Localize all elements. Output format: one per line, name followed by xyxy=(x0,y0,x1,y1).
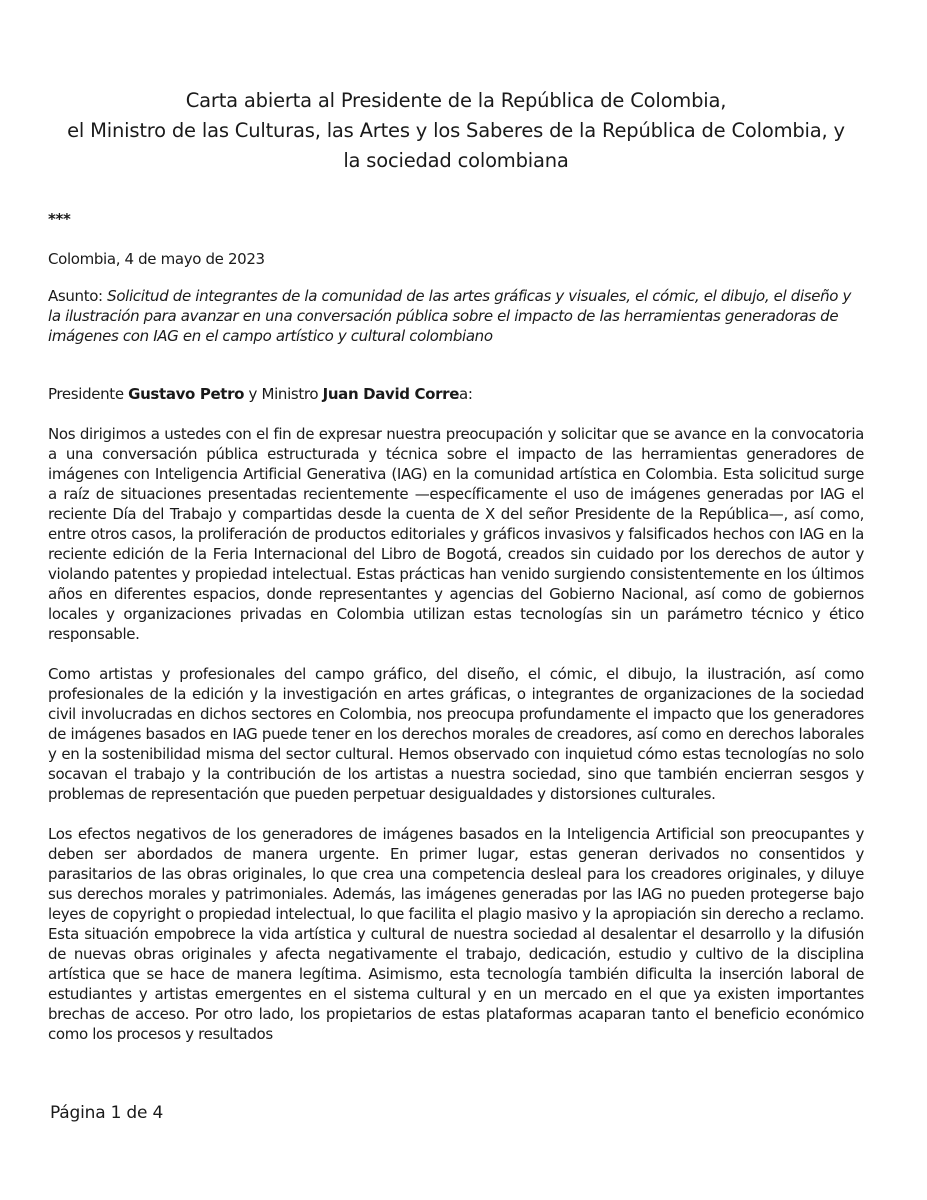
salutation xyxy=(48,384,864,404)
body-paragraph-1: Nos dirigimos a ustedes con el fin de expresar nuestra preocupación y solicitar que se avance en la convocatoria a una conversación pública estructurada y técnica sobre el impacto de las herramientas generadores de imágenes con Inteligencia Artificial Generativa (IAG) en la comunidad artística en Colombia. Esta solicitud surge a raíz de situaciones presentadas recientemente —específicamente el uso de imágenes generadas por IAG el reciente Día del Trabajo y compartidas desde la cuenta de X del señor Presidente de la República—, así como, entre otros casos, la proliferación de productos editoriales y gráficos invasivos y falsificados hechos con IAG en la reciente edición de la Feria Internacional del Libro de Bogotá, creados sin cuidado por los derechos de autor y violando patentes y propiedad intelectual. Estas prácticas han venido surgiendo consistentemente en los últimos años en diferentes espacios, donde representantes y agencias del Gobierno Nacional, así como de gobiernos locales y organizaciones privadas en Colombia utilizan estas tecnologías sin un parámetro técnico y ético responsable. xyxy=(48,425,864,643)
salutation-suffix: a: xyxy=(459,385,473,403)
subject-text: Solicitud de integrantes de la comunidad de las artes gráficas y visuales, el cómic, el dibujo, el diseño y la ilustración para avanzar en una conversación pública sobre el impacto de las herramientas generadoras de imágenes con IAG en el campo artístico y cultural colombiano xyxy=(48,287,852,345)
body-paragraph-3: Los efectos negativos de los generadores de imágenes basados en la Inteligencia Artificial son preocupantes y deben ser abordados de manera urgente. En primer lugar, estas generan derivados no consentidos y parasitarios de las obras originales, lo que crea una competencia desleal para los creadores originales, y diluye sus derechos morales y patrimoniales. Además, las imágenes generadas por las IAG no pueden protegerse bajo leyes de copyright o propiedad intelectual, lo que facilita el plagio masivo y la apropiación sin derecho a reclamo. Esta situación empobrece la vida artística y cultural de nuestra sociedad al desalentar el desarrollo y la difusión de nuevas obras originales y afecta negativamente el trabajo, dedicación, estudio y cultivo de la disciplina artística que se hace de manera legítima. Asimismo, esta tecnología también dificulta la inserción laboral de estudiantes y artistas emergentes en el sistema cultural y en un mercado en el que ya existen importantes brechas de acceso. Por otro lado, los propietarios de estas plataformas acaparan tanto el beneficio económico como los procesos y resultados xyxy=(48,825,864,1043)
letter-title xyxy=(48,86,864,176)
title-line-2: el Ministro de las Culturas, las Artes y los Saberes de la República de Colombia, y xyxy=(67,119,845,142)
title-line-1: Carta abierta al Presidente de la República de Colombia, xyxy=(185,89,727,112)
president-name: Gustavo Petro xyxy=(128,385,245,403)
salutation-middle: y Ministro xyxy=(244,385,323,403)
subject-line xyxy=(48,286,864,346)
letter-date: Colombia, 4 de mayo de 2023 xyxy=(48,250,265,268)
salutation-prefix: Presidente xyxy=(48,385,129,403)
body-paragraph-2: Como artistas y profesionales del campo gráfico, del diseño, el cómic, el dibujo, la ilustración, así como profesionales de la edición y la investigación en artes gráficas, o integrantes de organizaciones de la sociedad civil involucradas en dichos sectores en Colombia, nos preocupa profundamente el impacto que los generadores de imágenes basados en IAG puede tener en los derechos morales de creadores, así como en derechos laborales y en la sostenibilidad misma del sector cultural. Hemos observado con inquietud cómo estas tecnologías no solo socavan el trabajo y la contribución de los artistas a nuestra sociedad, sino que también encierran sesgos y problemas de representación que pueden perpetuar desigualdades y distorsiones culturales. xyxy=(48,665,864,803)
letter-page xyxy=(48,86,864,1059)
page-number: Página 1 de 4 xyxy=(50,1103,164,1123)
subject-label: Asunto: xyxy=(48,287,108,305)
minister-name: Juan David Corre xyxy=(322,385,460,403)
section-separator: *** xyxy=(48,210,71,228)
title-line-3: la sociedad colombiana xyxy=(343,149,569,172)
